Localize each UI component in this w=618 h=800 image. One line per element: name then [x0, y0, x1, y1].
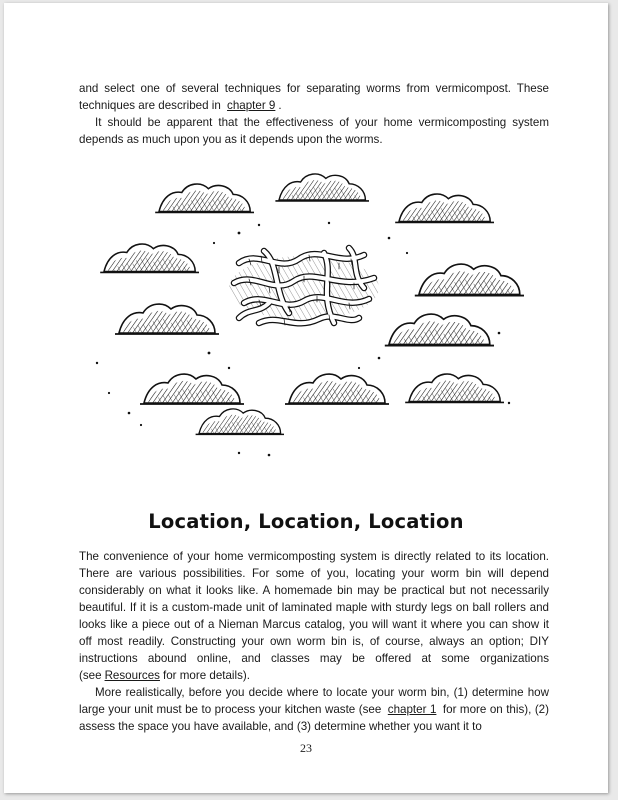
compost-mound — [196, 409, 284, 434]
chapter-1-link[interactable]: chapter 1 — [387, 703, 437, 716]
body-paragraph-2-end: for more on this), (2) assess the space you have available, and (3) determine whether you want it to — [79, 703, 549, 733]
worm-cluster — [229, 248, 379, 325]
compost-mound — [140, 374, 244, 404]
compost-mound — [385, 314, 494, 345]
compost-mound — [155, 184, 254, 212]
intro-paragraph-1-text: and select one of several techniques for separating worms from vermicompost. These techniques are described in — [79, 82, 549, 112]
compost-mound — [405, 374, 504, 402]
section-heading: Location, Location, Location — [148, 510, 464, 533]
page-number: 23 — [300, 741, 312, 755]
body-paragraph-1-text: The convenience of your home vermicomposting system is directly related to its location. There are various possibilities. For some of you, locating your worm bin will depend considerably on what it looks like. A homemade bin may be practical but not necessarily beautiful. If it is a custom-made unit of laminated maple with sturdy legs on ball rollers and looks like a piece out of a Nieman Marcus catalog, you will want it where you can show it off most readily. Constructing your own worm bin is, of course, always an option; DIY instructions abound online, and classes may be offered at some organizations (see — [79, 550, 549, 682]
chapter-9-link[interactable]: chapter 9 — [227, 99, 276, 112]
compost-mound — [275, 174, 369, 201]
intro-paragraph-2: It should be apparent that the effectiveness of your home vermicomposting system depends as much upon you as it depends upon the worms. — [79, 116, 549, 146]
resources-link[interactable]: Resources — [104, 669, 160, 682]
intro-text-block — [79, 80, 549, 148]
body-paragraph-2 — [79, 684, 549, 735]
intro-paragraph-1 — [79, 80, 549, 114]
compost-mound — [115, 304, 219, 334]
body-paragraph-1 — [79, 548, 549, 684]
compost-mound — [395, 194, 494, 222]
intro-paragraph-1-end: . — [278, 99, 282, 112]
book-page — [4, 3, 608, 793]
body-paragraph-2-text: More realistically, before you decide where to locate your worm bin, (1) determine how large your unit must be to process your kitchen waste (see — [79, 686, 549, 716]
body-paragraph-1-end: for more details). — [162, 669, 250, 682]
compost-mound — [100, 244, 199, 272]
worm-bin-illustration — [89, 163, 529, 473]
body-text-block — [79, 548, 549, 735]
compost-mound — [285, 374, 389, 404]
compost-mound — [415, 264, 524, 295]
